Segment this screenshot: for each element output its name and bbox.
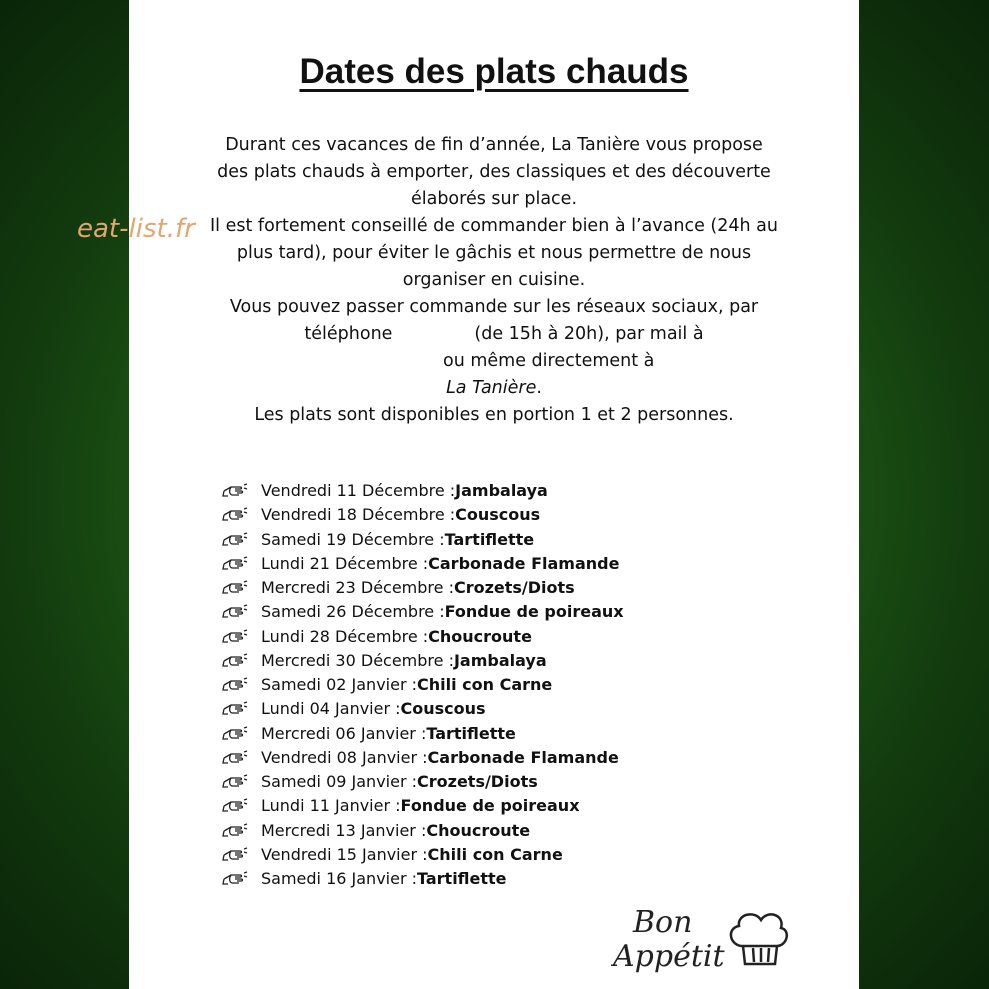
menu-item — [222, 625, 624, 649]
menu-item — [222, 552, 624, 576]
intro-line: Il est fortement conseillé de commander bien à l’avance (24h au — [210, 216, 778, 236]
pointing-hand-icon — [222, 555, 248, 573]
menu-dish: Tartiflette — [444, 529, 535, 549]
menu-date: Lundi 21 Décembre : — [261, 553, 429, 573]
pointing-hand-icon — [222, 797, 248, 815]
menu-date: Mercredi 06 Janvier : — [261, 723, 427, 743]
flyer-page — [129, 0, 859, 989]
menu-item — [222, 528, 624, 552]
menu-date: Mercredi 13 Janvier : — [261, 820, 427, 840]
menu-item — [222, 819, 624, 843]
pointing-hand-icon — [222, 749, 248, 767]
pointing-hand-icon — [222, 603, 248, 621]
pointing-hand-icon — [222, 652, 248, 670]
pointing-hand-icon — [222, 870, 248, 888]
signoff-line2: Appétit — [613, 939, 725, 974]
menu-dish: Carbonade Flamande — [428, 553, 620, 573]
pointing-hand-icon — [222, 676, 248, 694]
menu-item — [222, 843, 624, 867]
menu-date: Samedi 19 Décembre : — [261, 529, 445, 549]
menu-dish: Tartiflette — [426, 723, 516, 743]
menu-date: Lundi 11 Janvier : — [261, 796, 401, 816]
menu-item — [222, 503, 624, 527]
pointing-hand-icon — [222, 846, 248, 864]
menu-item — [222, 576, 624, 600]
menu-item — [222, 867, 624, 891]
page-title: Dates des plats chauds — [299, 52, 689, 91]
intro-line: Les plats sont disponibles en portion 1 et 2 personnes. — [254, 405, 734, 425]
intro-line: organiser en cuisine. — [402, 270, 586, 290]
menu-date: Mercredi 23 Décembre : — [261, 578, 454, 597]
watermark-text: eat-list.fr — [77, 214, 195, 244]
menu-item — [222, 649, 624, 673]
menu-dish: Jambalaya — [455, 481, 548, 500]
intro-line-place: La Tanière. — [446, 378, 542, 398]
menu-list — [222, 479, 624, 891]
menu-date: Vendredi 08 Janvier : — [261, 747, 428, 767]
pointing-hand-icon — [222, 725, 248, 743]
menu-item — [222, 600, 624, 624]
bon-appetit-logo — [611, 898, 791, 978]
menu-date: Lundi 28 Décembre : — [261, 626, 429, 646]
intro-line-phone — [149, 321, 839, 348]
menu-date: Vendredi 15 Janvier : — [261, 844, 428, 864]
menu-dish: Fondue de poireaux — [400, 796, 580, 816]
menu-date: Mercredi 30 Décembre : — [261, 650, 454, 670]
menu-dish: Choucroute — [428, 626, 532, 646]
menu-dish: Couscous — [400, 699, 486, 719]
menu-date: Lundi 04 Janvier : — [261, 699, 401, 719]
menu-date: Samedi 02 Janvier : — [261, 675, 417, 694]
menu-item — [222, 794, 624, 818]
menu-dish: Chili con Carne — [427, 844, 563, 864]
intro-line: plus tard), pour éviter le gâchis et nous permettre de nous — [236, 243, 752, 263]
pointing-hand-icon — [222, 700, 248, 718]
menu-dish: Couscous — [455, 505, 541, 525]
menu-date: Samedi 16 Janvier : — [261, 869, 417, 888]
chef-hat-icon — [731, 914, 787, 964]
menu-dish: Jambalaya — [453, 650, 547, 670]
pointing-hand-icon — [222, 773, 248, 791]
menu-dish: Chili con Carne — [417, 675, 553, 694]
menu-date: Samedi 26 Décembre : — [261, 602, 445, 622]
pointing-hand-icon — [222, 628, 248, 646]
menu-date: Vendredi 11 Décembre : — [261, 481, 456, 500]
menu-item — [222, 673, 624, 697]
intro-line: des plats chauds à emporter, des classiques et des découverte — [217, 162, 771, 182]
menu-item — [222, 746, 624, 770]
pointing-hand-icon — [222, 482, 248, 500]
intro-line: élaborés sur place. — [410, 189, 578, 209]
pointing-hand-icon — [222, 506, 248, 524]
menu-dish: Carbonade Flamande — [427, 747, 619, 767]
menu-item — [222, 479, 624, 503]
menu-date: Vendredi 18 Décembre : — [261, 505, 456, 525]
pointing-hand-icon — [222, 531, 248, 549]
menu-dish: Tartiflette — [417, 869, 507, 888]
hours-text: (de 15h à 20h), par mail à — [474, 324, 704, 344]
menu-dish: Crozets/Diots — [453, 578, 575, 597]
menu-item — [222, 697, 624, 721]
menu-dish: Choucroute — [426, 820, 531, 840]
intro-text — [149, 132, 839, 429]
menu-dish: Fondue de poireaux — [444, 602, 624, 622]
place-name: La Tanière — [446, 378, 537, 398]
pointing-hand-icon — [222, 579, 248, 597]
intro-line: Durant ces vacances de fin d’année, La Tanière vous propose — [225, 135, 763, 155]
menu-dish: Crozets/Diots — [417, 772, 538, 791]
phone-label: téléphone — [304, 324, 393, 344]
pointing-hand-icon — [222, 822, 248, 840]
menu-item — [222, 722, 624, 746]
signoff-line1: Bon — [633, 905, 693, 940]
intro-line-visit: ou même directement à — [443, 351, 655, 371]
menu-item — [222, 770, 624, 794]
menu-date: Samedi 09 Janvier : — [261, 772, 417, 791]
intro-line: Vous pouvez passer commande sur les réseaux sociaux, par — [229, 297, 759, 317]
